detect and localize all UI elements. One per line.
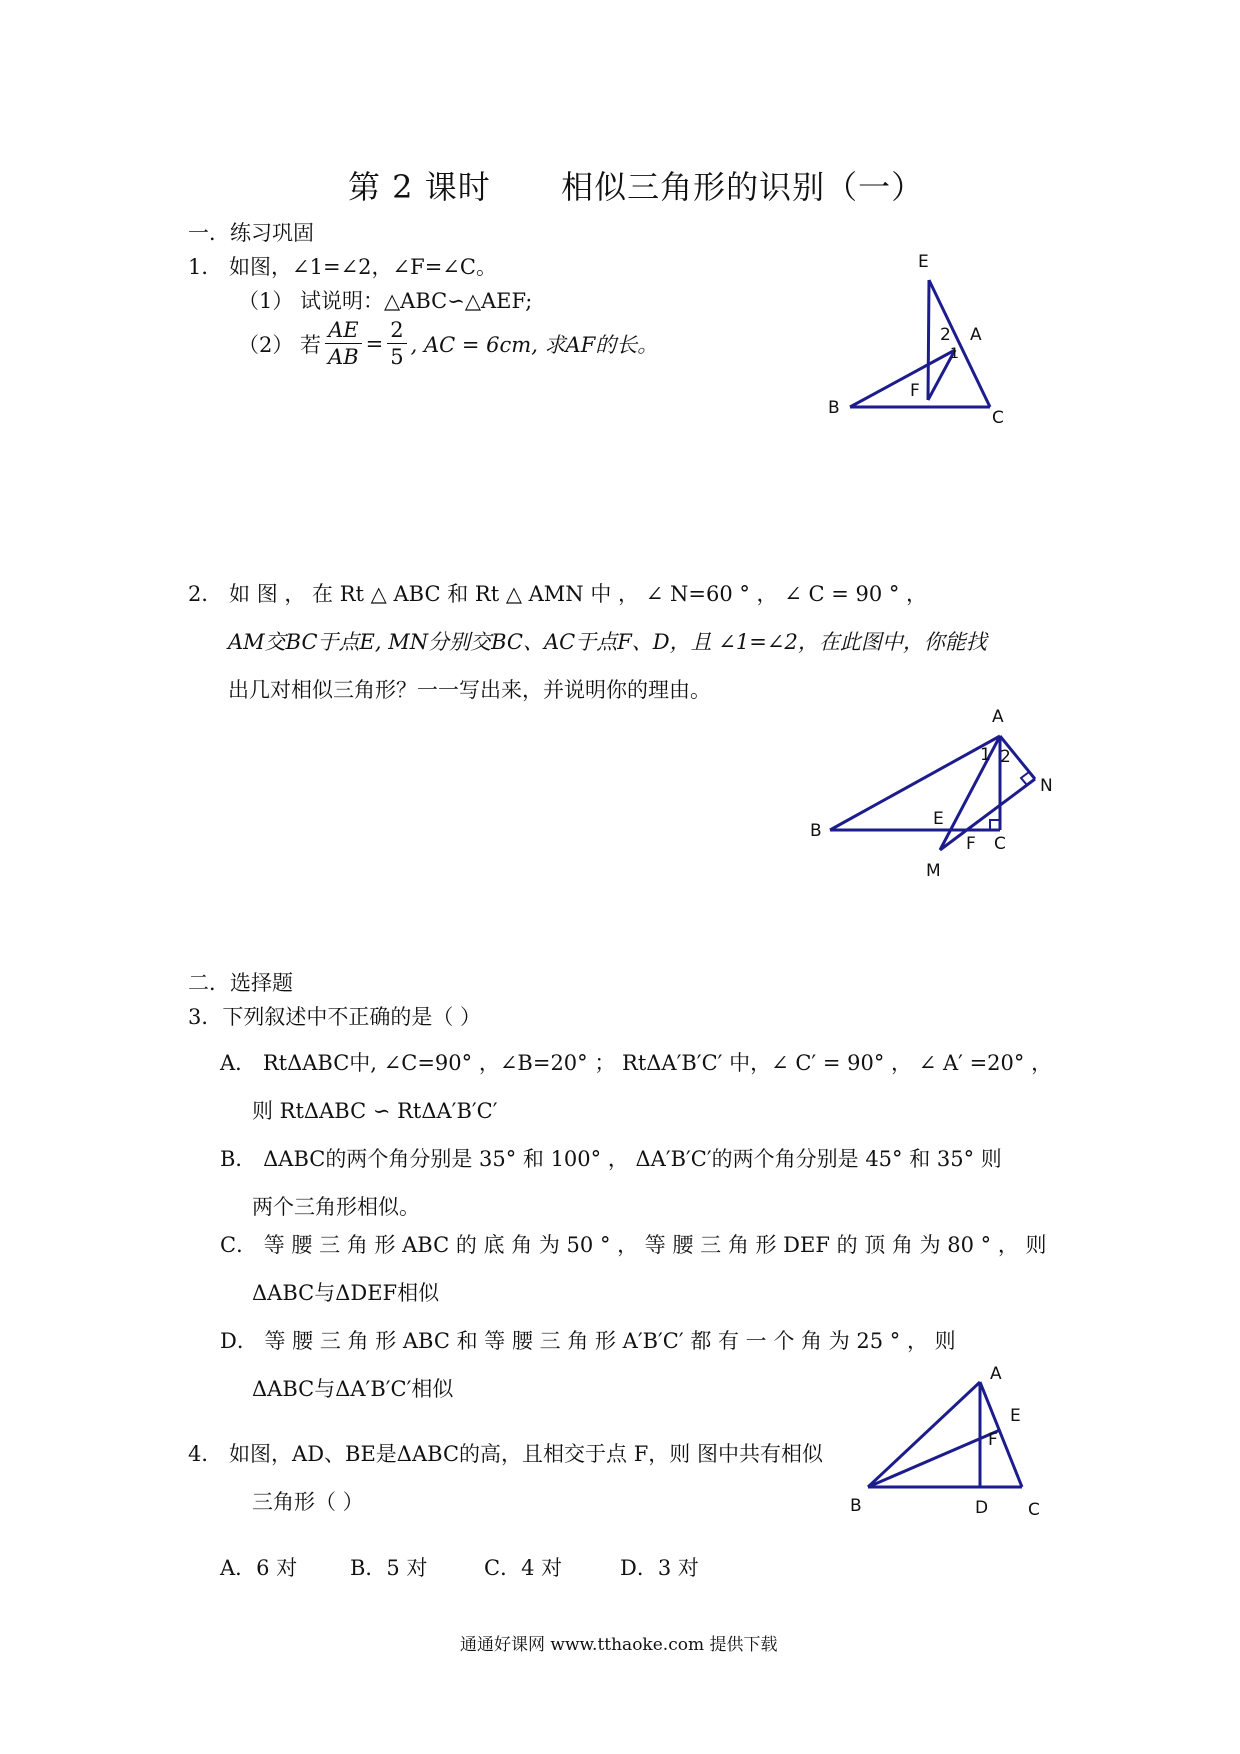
label-f: F	[966, 834, 976, 854]
q3-option-d-line2: ΔABC与ΔA′B′C′相似	[252, 1377, 454, 1401]
q2-triangle-figure	[800, 700, 1080, 890]
label-e: E	[933, 809, 944, 829]
label-a: A	[970, 325, 982, 345]
label-angle-2: 2	[940, 325, 951, 345]
page-title	[348, 162, 924, 208]
fraction-2-5	[387, 317, 406, 370]
label-e: E	[1010, 1406, 1021, 1426]
label-angle-1: 1	[950, 346, 959, 362]
q3-option-b-line2: 两个三角形相似。	[252, 1195, 420, 1219]
q1-stem: 1． 如图，∠1=∠2，∠F=∠C。	[188, 255, 497, 279]
q1-triangle-figure	[820, 250, 1020, 430]
q4-option-c: C．4 对	[484, 1556, 563, 1580]
label-angle-1: 1	[980, 745, 991, 765]
q4-option-b: B．5 对	[350, 1556, 428, 1580]
q2-line1: 2． 如 图 ， 在 Rt △ ABC 和 Rt △ AMN 中 ， ∠ N=60 ° ， ∠ C = 90 ° ，	[188, 582, 928, 606]
label-a: A	[992, 707, 1004, 727]
q4-option-a: A．6 对	[220, 1556, 298, 1580]
q3-stem: 3．下列叙述中不正确的是（ ）	[188, 1005, 482, 1029]
q3-option-a-line2: 则 RtΔABC ∽ RtΔA′B′C′	[252, 1099, 498, 1123]
q1-part2	[238, 317, 658, 370]
q3-option-c-line2: ΔABC与ΔDEF相似	[252, 1281, 440, 1305]
label-m: M	[926, 861, 941, 881]
fraction-denominator: AB	[328, 345, 359, 369]
q3-option-a-line1: A． RtΔABC中, ∠C=90° ，∠B=20° ； RtΔA′B′C′ 中，∠ C′ = 90° ， ∠ A′ =20° ，	[220, 1051, 1053, 1075]
label-c: C	[992, 408, 1004, 428]
label-a: A	[990, 1365, 1002, 1384]
fraction-denominator: 5	[390, 345, 404, 369]
segment-nm	[940, 779, 1035, 850]
label-b: B	[810, 821, 822, 841]
equals-sign: =	[365, 331, 384, 356]
q4-stem-line1: 4． 如图，AD、BE是ΔABC的高，且相交于点 F，则 图中共有相似	[188, 1442, 823, 1466]
title-topic: 相似三角形的识别（一）	[561, 168, 925, 206]
segment-ba	[868, 1382, 980, 1487]
q3-option-d-line1: D． 等 腰 三 角 形 ABC 和 等 腰 三 角 形 A′B′C′ 都 有 一 个 角 为 25 ° ， 则	[220, 1329, 956, 1353]
label-f: F	[910, 381, 920, 401]
title-lesson: 第 2 课时	[348, 168, 491, 206]
q2-line3: 出几对相似三角形？一一写出来，并说明你的理由。	[228, 678, 711, 702]
q1-part1: （1） 试说明：△ABC∽△AEF;	[238, 289, 533, 313]
q3-option-c-line1: C． 等 腰 三 角 形 ABC 的 底 角 为 50 ° ， 等 腰 三 角 形 DEF 的 顶 角 为 80 ° ， 则	[220, 1233, 1047, 1257]
label-e: E	[918, 252, 929, 272]
section-1-heading: 一．练习巩固	[188, 221, 314, 245]
segment-ef	[928, 280, 929, 400]
footer-source: 通通好课网 www.tthaoke.com 提供下载	[460, 1635, 778, 1655]
label-d: D	[975, 1498, 989, 1518]
q3-option-b-line1: B． ΔABC的两个角分别是 35° 和 100° ， ΔA′B′C′的两个角分别是 45° 和 35° 则	[220, 1147, 1002, 1171]
q4-triangle-figure	[840, 1365, 1070, 1535]
label-angle-2: 2	[1000, 747, 1011, 767]
q1-part2-suffix: , AC = 6cm, 求AF的长。	[410, 332, 659, 357]
label-c: C	[994, 834, 1006, 854]
fraction-numerator: 2	[387, 317, 406, 344]
label-b: B	[828, 398, 840, 418]
fraction-numerator: AE	[325, 317, 362, 344]
q2-line2: AM交BC于点E, MN分别交BC、AC于点F、D，且 ∠1=∠2，在此图中，你能找	[228, 630, 987, 654]
fraction-ae-ab	[325, 317, 362, 370]
section-2-heading: 二．选择题	[188, 971, 293, 995]
q4-stem-line2: 三角形（ ）	[252, 1490, 364, 1514]
q1-part2-prefix: （2） 若	[238, 332, 322, 357]
label-b: B	[850, 1496, 862, 1516]
label-c: C	[1028, 1500, 1040, 1520]
label-n: N	[1040, 776, 1053, 796]
q4-option-d: D．3 对	[620, 1556, 699, 1580]
label-f: F	[988, 1430, 998, 1450]
